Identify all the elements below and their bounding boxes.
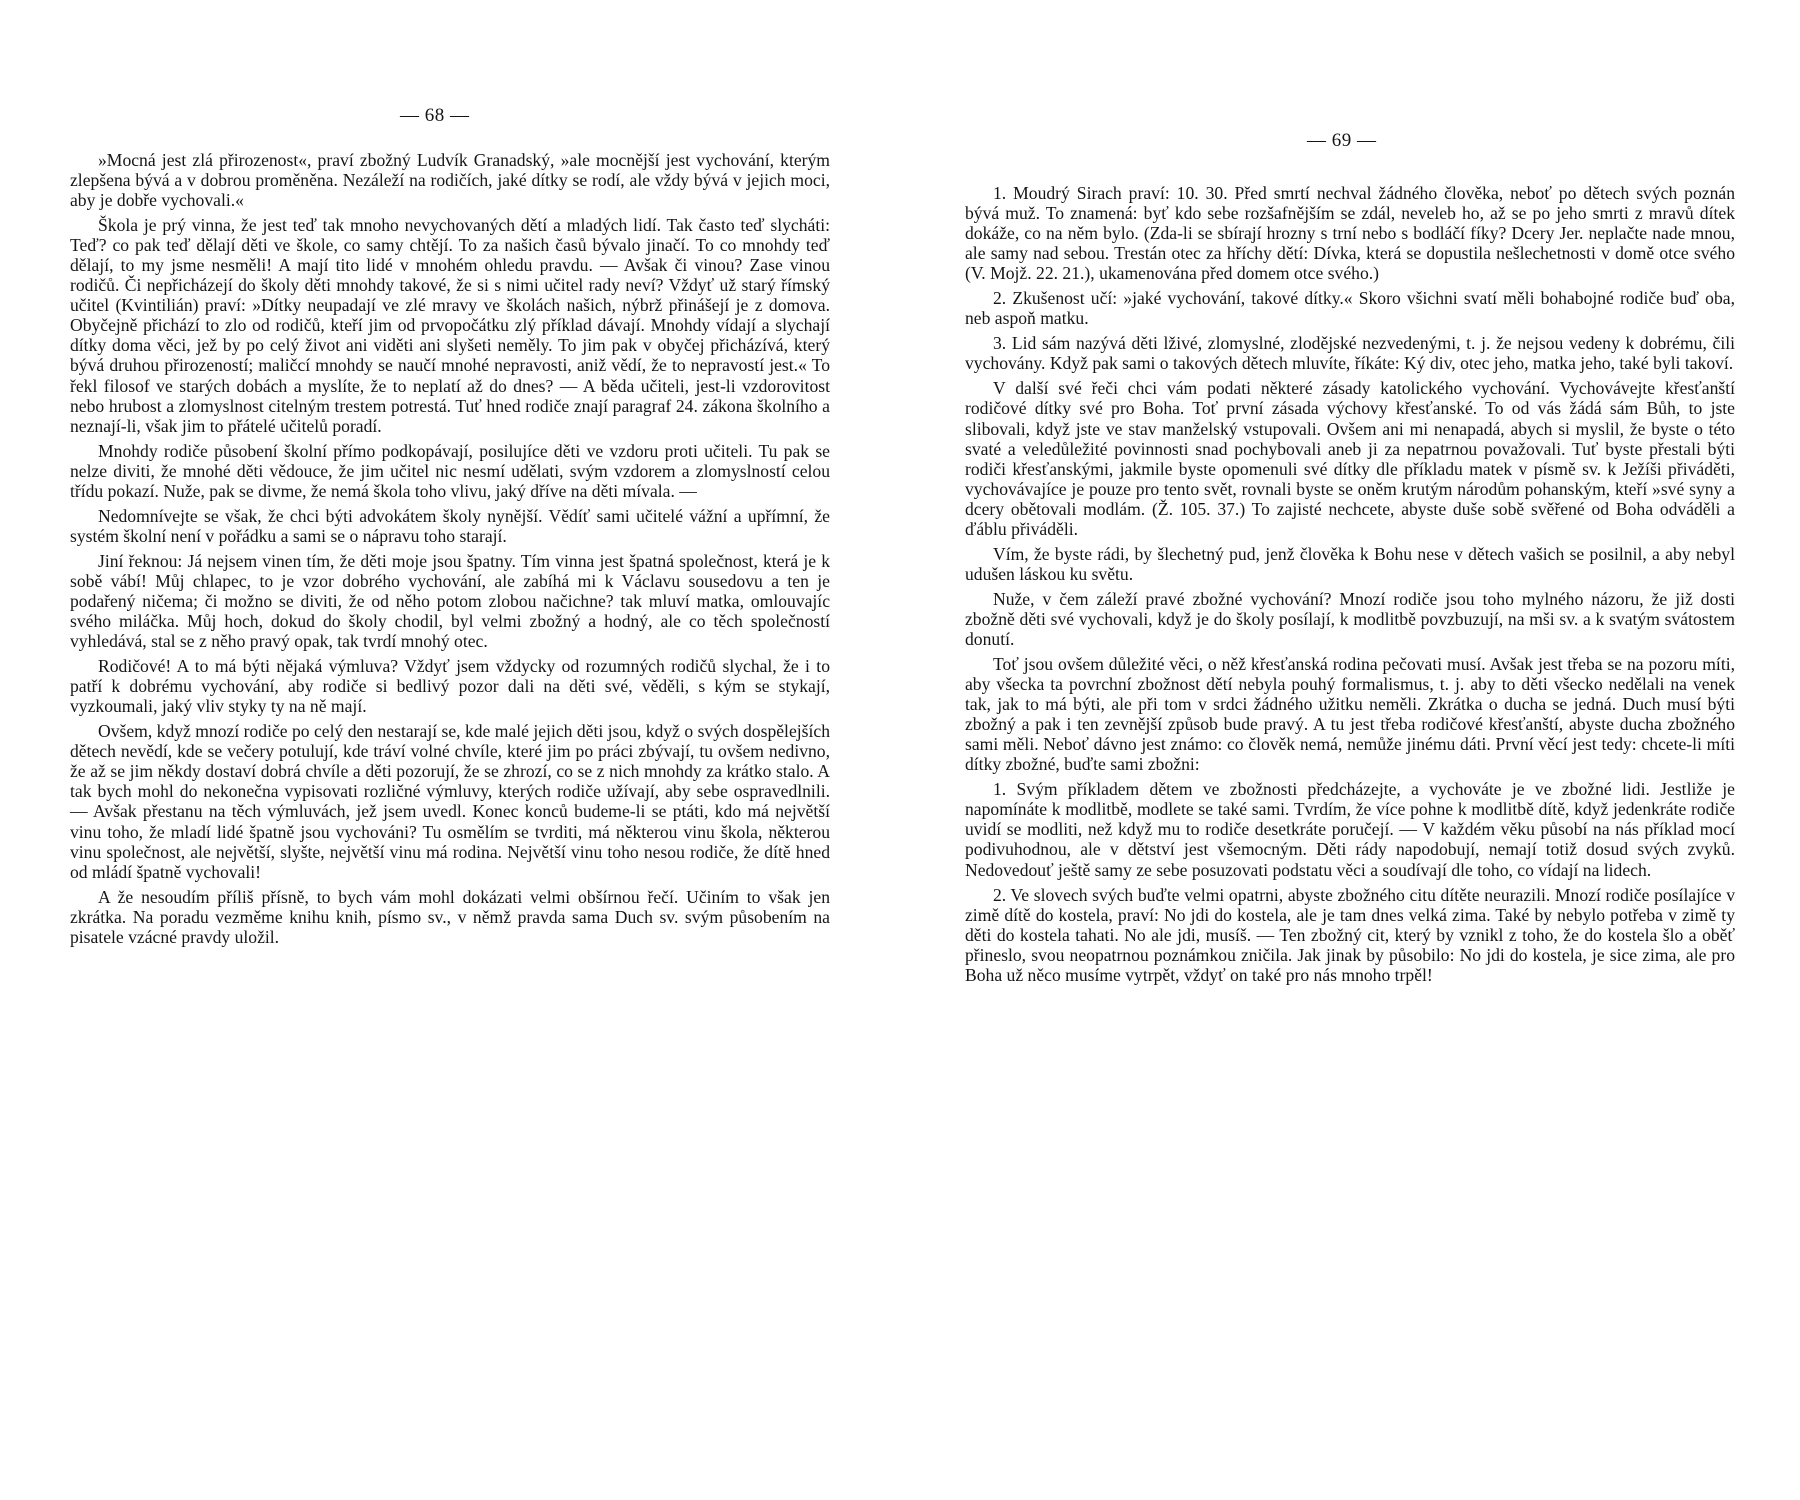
paragraph: Škola je prý vinna, že jest teď tak mnoho nevychovaných dětí a mladých lidí. Tak často teď slycháti: Teď? co pak teď dělají děti ve škole, co samy chtějí. To za našich časů bývalo jinačí. To co mnohdy teď dělají, to my jsme nesměli! A mají tito lidé v mnohém ohledu pravdu. — Avšak či vinou? Zase vinou rodičů. Či nepřicházejí do školy děti mnohdy takové, že si s nimi učitel rady neví? Vždyť už starý římský učitel (Kvintilián) praví: »Dítky neupadají ve zlé mravy ve školách našich, nýbrž přinášejí je z domova. Obyčejně přichází to zlo od rodičů, kteří jim od prvopočátku zlý příklad dávají. Mnohdy vídají a slychají dítky doma věci, jež by po celý život ani viděti ani slyšeti neměly. To jim pak v obyčej přicházívá, který bývá druhou přirozeností; maličcí mnohdy se naučí mnohé nepravosti, aniž vědí, že to nepravostí jest.« To řekl filosof ve starých dobách a myslíte, že to neplatí až do dnes? — A běda učiteli, jest-li vzdorovitost nebo hrubost a zlomyslnost citelným trestem potrestá. Tuť hned rodiče znají paragraf 24. zákona školního a neznají-li, však jim to přátelé učitelů poradí. (70, 215, 830, 436)
paragraph: 3. Lid sám nazývá děti lživé, zlomyslné, zlodějské nezvedenými, t. j. že nejsou vedeny k dobrému, čili vychovány. Když pak sami o takových dětech mluvíte, říkáte: Ký div, otec jeho, matka jeho, také byli takoví. (965, 333, 1735, 374)
paragraph: 2. Ve slovech svých buďte velmi opatrni, abyste zbožného citu dítěte neurazili. Mnozí rodiče posílajíce v zimě dítě do kostela, praví: No jdi do kostela, ale je tam dnes velká zima. Také by nebylo potřeba v zimě ty děti do kostela tahati. No ale jdi, musíš. — Ten zbožný cit, který by vznikl z toho, že do kostela šlo a oběť přineslo, svou neopatrnou poznámkou zničila. Jak jinak by působilo: No jdi do kostela, je sice zima, ale pro Boha už něco musíme vytrpět, vždyť on také pro nás mnoho trpěl! (965, 884, 1735, 985)
paragraph: 1. Svým příkladem dětem ve zbožnosti předcházejte, a vychováte je ve zbožné lidi. Jestliže je napomínáte k modlitbě, modlete se také sami. Tvrdím, že více pohne k modlitbě dítě, když jedenkráte rodiče uvidí se modliti, než když mu to rodiče desetkráte poručejí. — V každém věku působí na nás příklad mocí podivuhodnou, ale v dětství jest všemocným. Děti rády napodobují, nemají totiž dosud svých zvyků. Nedovedouť ještě samy ze sebe posuzovati podstatu věci a soudívají dle toho, co vídají na lidech. (965, 779, 1735, 880)
paragraph: 1. Moudrý Sirach praví: 10. 30. Před smrtí nechval žádného člověka, neboť po dětech svých poznán bývá muž. To znamená: byť kdo sebe rozšafnějším se zdál, neveleb ho, až se po jeho smrti z mravů dítek dokáže, co na něm bylo. (Zda-li se sbírají hrozny s trní nebo s bodláčí fíky? Dcery Jer. neplačte nade mnou, ale samy nad sebou. Trestán otec za hříchy dětí: Dívka, která se dopustila nešlechetnosti v domě otce svého (V. Mojž. 22. 21.), ukamenována před domem otce svého.) (965, 183, 1735, 284)
paragraph: Nedomnívejte se však, že chci býti advokátem školy nynější. Vědíť sami učitelé vážní a upřímní, že systém školní není v pořádku a sami se o nápravu toho starají. (70, 505, 830, 546)
paragraph: 2. Zkušenost učí: »jaké vychování, takové dítky.« Skoro všichni svatí měli bohabojné rodiče buď oba, neb aspoň matku. (965, 288, 1735, 329)
left-page-number: — 68 — (400, 105, 470, 126)
left-page-text (70, 150, 830, 952)
paragraph: V další své řeči chci vám podati některé zásady katolického vychování. Vychovávejte křesťanští rodičové dítky své pro Boha. Toť první zásada výchovy křesťanské. To od vás žádá sám Bůh, to jste slibovali, když jste ve stav manželský vstupovali. Ovšem ani mi nenapadá, abych si myslil, že byste o této svaté a veledůležité povinnosti snad pochybovali aneb ji za nepatrnou považovali. Tuť byste přestali býti rodiči křesťanskými, jakmile byste opomenuli své dítky dle příkladu matek v písmě sv. k Ježíši přiváděti, vychovávajíce je pouze pro tento svět, rovnali byste se oněm krutým národům pohanským, kteří »své syny a dcery obětovali modlám. (Ž. 105. 37.) To zajisté nechcete, abyste duše sobě svěřené od Boha odváděli a ďáblu přiváděli. (965, 378, 1735, 539)
paragraph: Rodičové! A to má býti nějaká výmluva? Vždyť jsem vždycky od rozumných rodičů slychal, že i to patří k dobrému vychování, aby rodiče si bedlivý pozor dali na děti své, věděli, s kým se stykají, vyzkoumali, jaký vliv styky ty na ně mají. (70, 656, 830, 717)
paragraph: Jiní řeknou: Já nejsem vinen tím, že děti moje jsou špatny. Tím vinna jest špatná společnost, která je k sobě vábí! Můj chlapec, to je vzor dobrého vychování, ale zabíhá mi k Václavu sousedovu a ten je podařený ničema; či možno se diviti, že od něho potom zlobou načichne? tak mluví matka, omlouvajíc svého miláčka. Můj hoch, dokud do školy chodil, byl velmi zbožný a hodný, ale co těch společností vyhledává, stal se z něho pravý opak, tak tvrdí mnohý otec. (70, 550, 830, 652)
paragraph: A že nesoudím příliš přísně, to bych vám mohl dokázati velmi obšírnou řečí. Učiním to však jen zkrátka. Na poradu vezměme knihu knih, písmo sv., v němž pravda sama Duch sv. svým působením na pisatele vzácné pravdy uložil. (70, 886, 830, 947)
paragraph: Nuže, v čem záleží pravé zbožné vychování? Mnozí rodiče jsou toho mylného názoru, že již dosti zbožně děti své vychovali, když je do školy posílají, k modlitbě povzbuzují, na mši sv. a k svatým svátostem donutí. (965, 588, 1735, 649)
right-page-text (965, 183, 1735, 990)
right-page (965, 0, 1735, 1500)
paragraph: Ovšem, když mnozí rodiče po celý den nestarají se, kde malé jejich děti jsou, když o svých dospělejších dětech nevědí, kde se večery potulují, kde tráví volné chvíle, které jim po práci zbývají, tu ovšem nedivno, že až se jim někdy dostaví dobrá chvíle a děti pozorují, že se zhrozí, co se z nich mnohdy za krátko stalo. A tak bych mohl do nekonečna vypisovati rozličné výmluvy, kterých rodiče užívají, aby sebe ospravedlnili. — Avšak přestanu na těch výmluvách, jež jsem uvedl. Konec konců budeme-li se ptáti, kdo má největší vinu toho, že mladí lidé špatně jsou vychováni? Tu osmělím se tvrditi, má některou vinu škola, některou vinu společnost, ale největší, slyšte, největší vinu má rodina. Největší vinu toho nesou rodiče, že dítě hned od mládí špatně vychovali! (70, 721, 830, 882)
paragraph: Mnohdy rodiče působení školní přímo podkopávají, posilujíce děti ve vzdoru proti učiteli. Tu pak se nelze diviti, že mnohé děti vědouce, že jim učitel nic nesmí udělati, svým vzdorem a zlomyslností celou třídu pokazí. Nuže, pak se divme, že nemá škola toho vlivu, jaký dříve na děti mívala. — (70, 440, 830, 501)
paragraph: Vím, že byste rádi, by šlechetný pud, jenž člověka k Bohu nese v dětech vašich se posilnil, a aby nebyl udušen láskou ku světu. (965, 543, 1735, 584)
paragraph: »Mocná jest zlá přirozenost«, praví zbožný Ludvík Granadský, »ale mocnější jest vychování, kterým zlepšena bývá a v dobrou proměněna. Nezáleží na rodičích, jaké dítky se rodí, ale vždy bývá v jejich moci, aby je dobře vychovali.« (70, 150, 830, 211)
right-page-number: — 69 — (1307, 130, 1377, 151)
paragraph: Toť jsou ovšem důležité věci, o něž křesťanská rodina pečovati musí. Avšak jest třeba se na pozoru míti, aby všecka ta povrchní zbožnost dětí nebyla pouhý formalismus, t. j. aby to děti všecko nedělali na venek tak, jak to má býti, ale při tom v srdci žádného užitku neměli. Zkrátka o ducha se jedná. Duch musí býti zbožný a pak i ten zevnější způsob bude pravý. A tu jest třeba rodičové křesťanští, abyste ducha zbožného sami měli. Neboť dávno jest známo: co člověk nemá, nemůže jinému dáti. První věcí jest tedy: chcete-li míti dítky zbožné, buďte sami zbožni: (965, 654, 1735, 775)
left-page (70, 0, 830, 1500)
